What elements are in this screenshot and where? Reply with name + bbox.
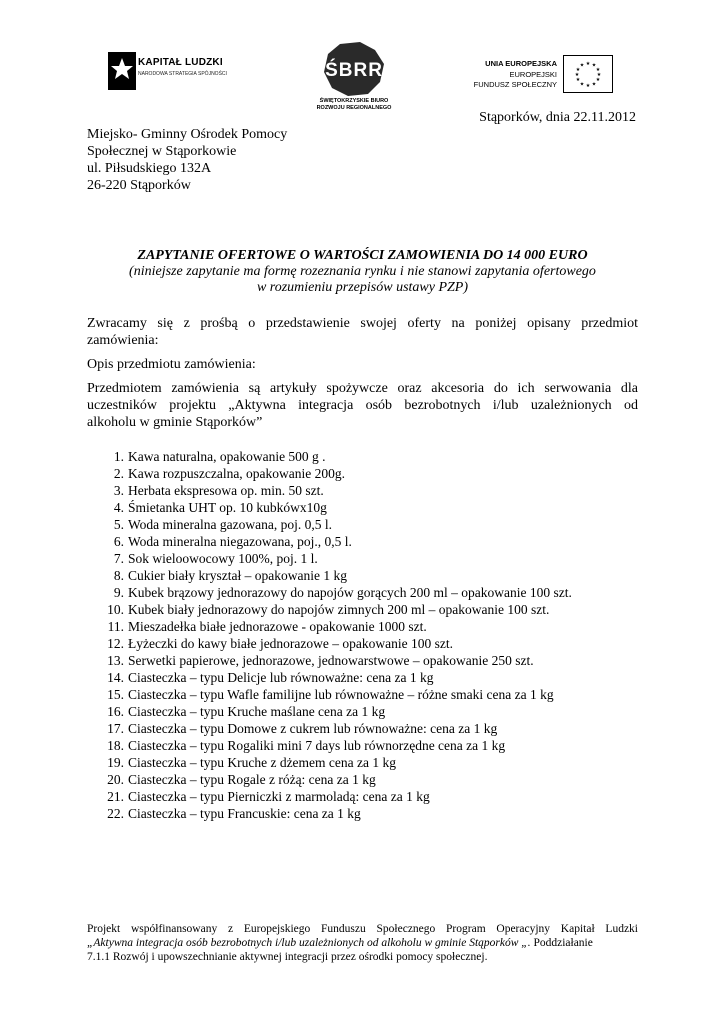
list-item-text: Serwetki papierowe, jednorazowe, jednowarstwowe – opakowanie 250 szt. [128,653,534,668]
list-item-text: Ciasteczka – typu Rogaliki mini 7 days lub równorzędne cena za 1 kg [128,738,506,753]
list-item [108,652,572,669]
kapital-ludzki-logo [108,52,238,92]
list-item-text: Ciasteczka – typu Kruche maślane cena za 1 kg [128,704,386,719]
svg-text:★: ★ [585,83,591,89]
list-item-text: Mieszadełka białe jednorazowe - opakowanie 1000 szt. [128,619,427,634]
items-list [108,448,572,822]
eu-line1: UNIA EUROPEJSKA [485,59,557,68]
eu-flag-icon [563,55,613,93]
list-item [108,771,572,788]
list-item-number: 17. [107,721,124,736]
list-item-number: 11. [107,619,124,634]
list-item [108,550,572,567]
svg-text:★: ★ [579,62,585,69]
list-item [108,703,572,720]
footer-line2 [87,936,638,950]
list-item-text: Ciasteczka – typu Wafle familijne lub równoważne – różne smaki cena za 1 kg [128,687,554,702]
list-item-number: 2. [113,466,124,481]
list-item-number: 9. [113,585,124,600]
sbrr-line2: ROZWOJU REGIONALNEGO [316,105,392,111]
list-item-text: Łyżeczki do kawy białe jednorazowe – opakowanie 100 szt. [128,636,454,651]
list-item-number: 19. [107,755,124,770]
subject-paragraph [87,380,638,431]
kapital-ludzki-emblem-icon [108,52,136,90]
address-line: 26-220 Stąporków [87,178,191,193]
list-item-text: Kubek biały jednorazowy do napojów zimnych 200 ml – opakowanie 100 szt. [128,602,550,617]
list-item-text: Herbata ekspresowa op. min. 50 szt. [128,483,324,498]
list-item [108,618,572,635]
list-item-number: 1. [113,449,124,464]
list-item-text: Woda mineralna gazowana, poj. 0,5 l. [128,517,332,532]
paragraph-line: zamówienia: [87,333,159,348]
list-item-text: Sok wieloowocowy 100%, poj. 1 l. [128,551,318,566]
list-item-text: Kawa naturalna, opakowanie 500 g . [128,449,326,464]
list-item-text: Kubek brązowy jednorazowy do napojów gorących 200 ml – opakowanie 100 szt. [128,585,572,600]
list-item [108,686,572,703]
paragraph-line: Zwracamy się z prośbą o przedstawienie swojej oferty na poniżej opisany przedmiot [87,316,638,331]
sbrr-logo [306,42,402,112]
list-item-number: 8. [113,568,124,583]
eu-line2: EUROPEJSKI [509,70,557,79]
list-item [108,499,572,516]
paragraph-line: Przedmiotem zamówienia są artykuły spożywcze oraz akcesoria do ich serwowania dla [87,381,638,396]
svg-text:★: ★ [596,72,602,78]
list-item-number: 10. [107,602,124,617]
list-item-number: 13. [107,653,124,668]
list-item [108,737,572,754]
list-item-text: Cukier biały kryształ – opakowanie 1 kg [128,568,347,583]
svg-text:★: ★ [575,67,581,73]
svg-text:★: ★ [574,72,580,78]
list-item [108,669,572,686]
list-item-text: Ciasteczka – typu Domowe z cukrem lub równoważne: cena za 1 kg [128,721,498,736]
address-line: Miejsko- Gminny Ośrodek Pomocy [87,127,288,142]
document-title: ZAPYTANIE OFERTOWE O WARTOŚCI ZAMOWIENIA DO 14 000 EURO [137,248,588,263]
eu-logo [455,55,615,100]
list-item [108,635,572,652]
list-item-number: 18. [107,738,124,753]
list-item [108,754,572,771]
sbrr-line1: ŚWIĘTOKRZYSKIE BIURO [319,98,389,104]
list-item-text: Ciasteczka – typu Kruche z dżemem cena za 1 kg [128,755,397,770]
svg-text:★: ★ [575,77,581,83]
footer-project-name: „Aktywna integracja osób bezrobotnych i/lub uzależnionych od alkoholu w gminie Stąporków „. [87,937,531,949]
list-item [108,567,572,584]
list-item [108,805,572,822]
address-line: Społecznej w Stąporkowie [87,144,237,159]
list-item [108,720,572,737]
list-item-number: 6. [113,534,124,549]
list-item-number: 4. [113,500,124,515]
kapital-ludzki-title: KAPITAŁ LUDZKI [138,57,223,68]
footer-line1: Projekt współfinansowany z Europejskiego Funduszu Społecznego Program Operacyjny Kapitał Ludzki [87,923,638,935]
eu-line3: FUNDUSZ SPOŁECZNY [473,80,557,89]
list-item-text: Ciasteczka – typu Francuskie: cena za 1 kg [128,806,361,821]
list-item-number: 16. [107,704,124,719]
list-item [108,788,572,805]
request-paragraph [87,315,638,349]
list-item [108,601,572,618]
paragraph-line: uczestników projektu „Aktywna integracja osób bezrobotnych i/lub uzależnionych od [87,398,638,413]
list-item-text: Śmietanka UHT op. 10 kubkówx10g [128,500,327,515]
footer-subaction-label: Poddziałanie [530,937,593,949]
address-line: ul. Piłsudskiego 132A [87,161,212,176]
list-item-number: 7. [113,551,124,566]
document-subtitle-line1: (niniejsze zapytanie ma formę rozeznania rynku i nie stanowi zapytania ofertowego [129,264,596,279]
list-item-number: 15. [107,687,124,702]
svg-text:★: ★ [591,81,597,88]
list-item-text: Ciasteczka – typu Rogale z różą: cena za 1 kg [128,772,376,787]
footer-line3: 7.1.1 Rozwój i upowszechnianie aktywnej integracji przez ośrodki pomocy społecznej. [87,951,488,963]
list-item-number: 12. [107,636,124,651]
list-item-number: 3. [113,483,124,498]
list-item-text: Ciasteczka – typu Delicje lub równoważne: cena za 1 kg [128,670,434,685]
list-item-number: 20. [107,772,124,787]
list-item [108,482,572,499]
list-item [108,465,572,482]
list-item-number: 14. [107,670,124,685]
svg-text:★: ★ [585,61,591,67]
sender-address [87,126,287,194]
svg-text:★: ★ [595,67,601,73]
list-item [108,584,572,601]
list-item-text: Kawa rozpuszczalna, opakowanie 200g. [128,466,346,481]
list-item [108,516,572,533]
paragraph-line: alkoholu w gminie Stąporków” [87,415,263,430]
list-item [108,448,572,465]
list-item-number: 5. [113,517,124,532]
document-subtitle-line2: w rozumieniu przepisów ustawy PZP) [256,280,469,295]
list-item [108,533,572,550]
svg-text:★: ★ [595,77,601,83]
list-item-text: Woda mineralna niegazowana, poj., 0,5 l. [128,534,352,549]
list-item-text: Ciasteczka – typu Pierniczki z marmoladą: cena za 1 kg [128,789,430,804]
list-item-number: 22. [107,806,124,821]
svg-text:★: ★ [591,62,597,69]
kapital-ludzki-subtitle: NARODOWA STRATEGIA SPÓJNOŚCI [138,71,227,77]
list-item-number: 21. [107,789,124,804]
svg-text:★: ★ [579,81,585,88]
description-label: Opis przedmiotu zamówienia: [87,357,256,372]
document-date: Stąporków, dnia 22.11.2012 [479,110,636,125]
sbrr-acronym: ŚBRR [325,60,383,81]
